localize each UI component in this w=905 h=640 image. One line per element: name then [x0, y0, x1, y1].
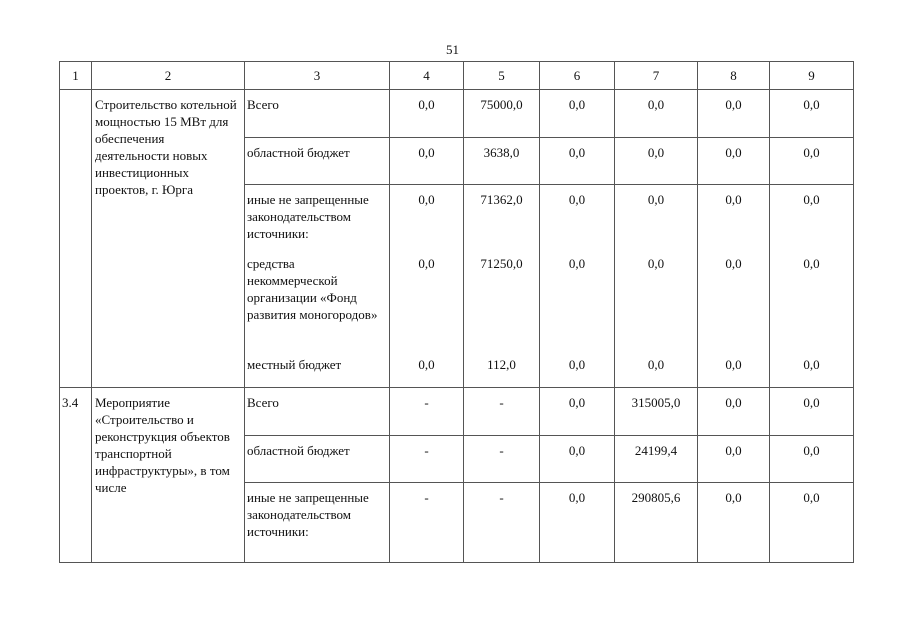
value-cell: 0,0 — [698, 356, 770, 388]
value-cell: 0,0 — [540, 138, 615, 185]
header-cell: 1 — [60, 62, 92, 90]
value-cell: 0,0 — [390, 356, 464, 388]
value-cell: 290805,6 — [615, 483, 698, 563]
header-cell: 5 — [464, 62, 540, 90]
value-cell: 0,0 — [615, 249, 698, 356]
value-cell: - — [464, 388, 540, 436]
value-cell: 0,0 — [615, 356, 698, 388]
funding-source: средства некоммерческой организации «Фонд развития моногородов» — [245, 249, 390, 356]
value-cell: 71362,0 — [464, 185, 540, 250]
value-cell: 0,0 — [390, 138, 464, 185]
value-cell: 112,0 — [464, 356, 540, 388]
funding-source: областной бюджет — [245, 436, 390, 483]
value-cell: 0,0 — [770, 138, 854, 185]
value-cell: 0,0 — [698, 249, 770, 356]
value-cell: 3638,0 — [464, 138, 540, 185]
header-row — [60, 62, 854, 90]
value-cell: 24199,4 — [615, 436, 698, 483]
value-cell: 0,0 — [615, 138, 698, 185]
item-name: Строительство котельной мощностью 15 МВт для обеспечения деятельности новых инвестиционных проектов, г. Юрга — [92, 90, 245, 388]
funding-source: Всего — [245, 90, 390, 138]
value-cell: 0,0 — [770, 249, 854, 356]
funding-source: иные не запрещенные законодательством источники: — [245, 185, 390, 250]
page-number: 51 — [446, 42, 459, 57]
value-cell: 0,0 — [540, 249, 615, 356]
value-cell: 75000,0 — [464, 90, 540, 138]
table-row — [60, 388, 854, 436]
header-cell: 7 — [615, 62, 698, 90]
item-code: 3.4 — [60, 388, 92, 563]
value-cell: 0,0 — [770, 388, 854, 436]
value-cell: 0,0 — [698, 90, 770, 138]
value-cell: 0,0 — [540, 90, 615, 138]
value-cell: - — [390, 388, 464, 436]
item-name: Мероприятие «Строительство и реконструкция объектов транспортной инфраструктуры», в том числе — [92, 388, 245, 563]
funding-source: иные не запрещенные законодательством источники: — [245, 483, 390, 563]
value-cell: 0,0 — [770, 90, 854, 138]
funding-source: Всего — [245, 388, 390, 436]
value-cell: 0,0 — [770, 436, 854, 483]
value-cell: 0,0 — [540, 185, 615, 250]
header-cell: 6 — [540, 62, 615, 90]
value-cell: 0,0 — [390, 90, 464, 138]
item-code — [60, 90, 92, 388]
value-cell: - — [390, 436, 464, 483]
value-cell: 0,0 — [770, 483, 854, 563]
value-cell: - — [464, 483, 540, 563]
value-cell: 0,0 — [540, 356, 615, 388]
value-cell: 0,0 — [390, 249, 464, 356]
value-cell: - — [464, 436, 540, 483]
header-cell: 3 — [245, 62, 390, 90]
value-cell: - — [390, 483, 464, 563]
table-row — [60, 90, 854, 138]
funding-source: местный бюджет — [245, 356, 390, 388]
value-cell: 0,0 — [698, 388, 770, 436]
value-cell: 0,0 — [698, 436, 770, 483]
header-cell: 4 — [390, 62, 464, 90]
value-cell: 0,0 — [540, 483, 615, 563]
value-cell: 0,0 — [698, 185, 770, 250]
value-cell: 0,0 — [615, 90, 698, 138]
value-cell: 0,0 — [770, 356, 854, 388]
header-cell: 8 — [698, 62, 770, 90]
value-cell: 0,0 — [540, 436, 615, 483]
value-cell: 315005,0 — [615, 388, 698, 436]
funding-source: областной бюджет — [245, 138, 390, 185]
value-cell: 0,0 — [390, 185, 464, 250]
value-cell: 0,0 — [615, 185, 698, 250]
header-cell: 2 — [92, 62, 245, 90]
value-cell: 0,0 — [540, 388, 615, 436]
value-cell: 0,0 — [770, 185, 854, 250]
value-cell: 71250,0 — [464, 249, 540, 356]
value-cell: 0,0 — [698, 138, 770, 185]
header-cell: 9 — [770, 62, 854, 90]
budget-table — [59, 61, 854, 563]
value-cell: 0,0 — [698, 483, 770, 563]
